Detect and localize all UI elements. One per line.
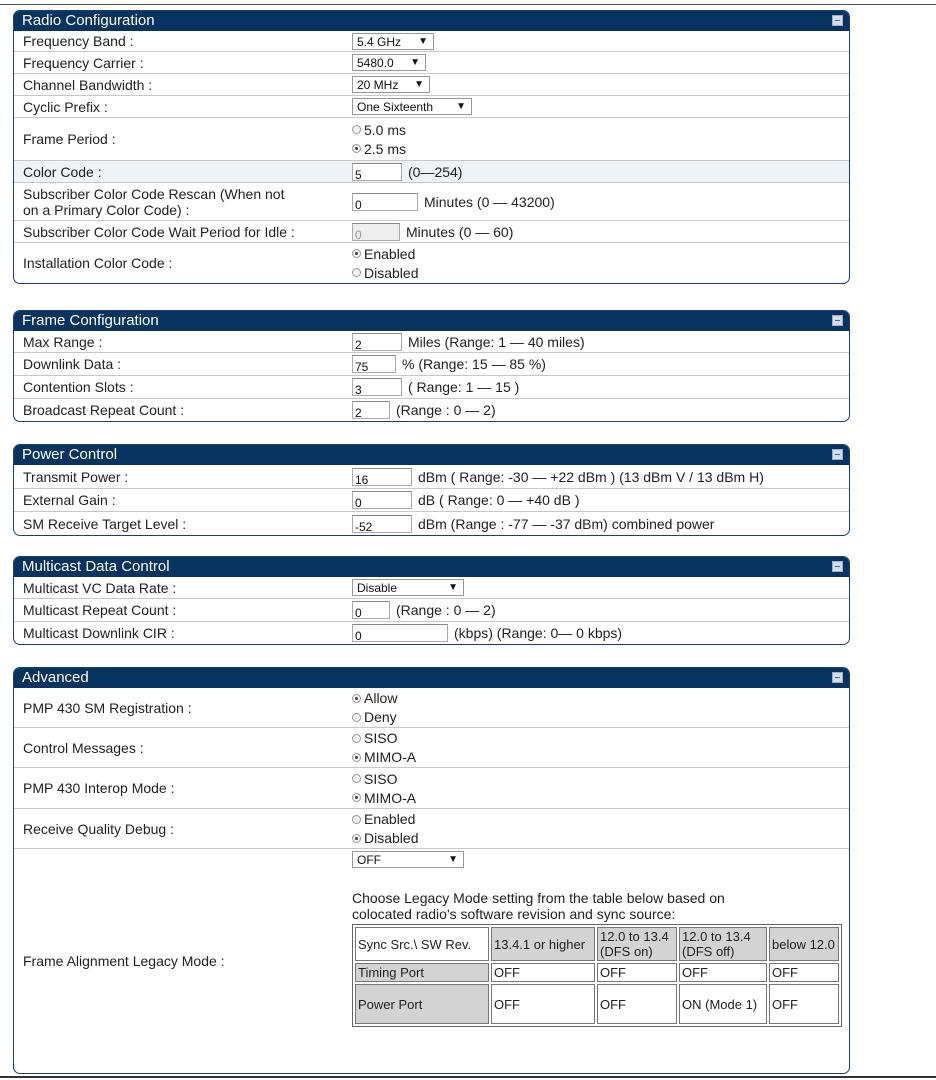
sm-receive-target-input[interactable]: -52 xyxy=(352,515,412,533)
chevron-down-icon: ▼ xyxy=(448,854,458,865)
panel-header xyxy=(14,557,849,577)
radio-option-label: Disabled xyxy=(364,830,419,846)
broadcast-repeat-row xyxy=(14,399,849,421)
radio-button-selected-icon xyxy=(352,144,361,153)
table-cell: OFF xyxy=(769,984,839,1024)
table-header-cell: 12.0 to 13.4 (DFS off) xyxy=(679,927,767,961)
color-code-range: (0—254) xyxy=(408,163,463,180)
max-range-range: Miles (Range: 1 — 40 miles) xyxy=(408,333,585,350)
downlink-data-label: Downlink Data : xyxy=(23,356,122,372)
color-code-rescan-input[interactable]: 0 xyxy=(352,193,418,211)
select-value: One Sixteenth xyxy=(357,100,434,114)
multicast-repeat-count-range: (Range : 0 — 2) xyxy=(396,602,496,618)
interop-mode-row xyxy=(14,768,849,809)
control-messages-siso-radio[interactable] xyxy=(352,729,416,748)
radio-button-selected-icon xyxy=(352,834,361,843)
radio-button-icon xyxy=(352,734,361,743)
contention-slots-row xyxy=(14,376,849,399)
sm-receive-target-range: dBm (Range : -77 — -37 dBm) combined power xyxy=(418,515,715,532)
external-gain-row xyxy=(14,489,849,512)
table-header-cell: 13.4.1 or higher xyxy=(491,927,595,961)
color-code-row xyxy=(14,161,849,183)
radio-option-label: MIMO-A xyxy=(364,789,417,806)
radio-button-selected-icon xyxy=(352,793,361,802)
installation-color-code-row xyxy=(14,243,849,283)
panel-header xyxy=(14,668,849,688)
color-code-label: Color Code : xyxy=(23,163,102,180)
frequency-band-row xyxy=(14,31,849,52)
panel-title: Radio Configuration xyxy=(22,12,155,29)
multicast-vc-data-rate-label: Multicast VC Data Rate : xyxy=(23,579,177,596)
table-header-cell: below 12.0 xyxy=(769,927,839,961)
frame-period-label: Frame Period : xyxy=(23,131,116,147)
install-color-code-enabled-radio[interactable] xyxy=(352,244,418,263)
interop-mode-siso-radio[interactable] xyxy=(352,769,416,788)
multicast-repeat-count-input[interactable]: 0 xyxy=(352,601,390,619)
interop-mode-mimo-a-radio[interactable] xyxy=(352,788,416,807)
select-value: Disable xyxy=(357,581,398,595)
legacy-mode-note-line-1: Choose Legacy Mode setting from the table below based on xyxy=(352,890,725,906)
collapse-icon[interactable] xyxy=(832,449,843,460)
radio-button-selected-icon xyxy=(352,694,361,703)
transmit-power-label: Transmit Power : xyxy=(23,468,129,485)
panel-title: Advanced xyxy=(22,669,89,686)
channel-bandwidth-row xyxy=(14,74,849,96)
chevron-down-icon: ▼ xyxy=(456,101,466,112)
radio-option-label: Allow xyxy=(364,690,398,706)
radio-option-label: Disabled xyxy=(364,264,419,281)
contention-slots-label: Contention Slots : xyxy=(23,379,134,395)
downlink-data-input[interactable]: 75 xyxy=(352,355,396,373)
table-row xyxy=(355,963,839,982)
transmit-power-row xyxy=(14,465,849,489)
frequency-carrier-select[interactable] xyxy=(352,54,426,71)
downlink-data-range: % (Range: 15 — 85 %) xyxy=(402,356,546,372)
table-row xyxy=(355,984,839,1024)
color-code-input[interactable]: 5 xyxy=(352,163,402,181)
radio-button-icon xyxy=(352,774,361,783)
sm-receive-target-row xyxy=(14,512,849,535)
panel-title: Multicast Data Control xyxy=(22,558,170,575)
multicast-repeat-count-label: Multicast Repeat Count : xyxy=(23,602,177,618)
table-cell: OFF xyxy=(491,984,595,1024)
sm-registration-row xyxy=(14,688,849,728)
table-header-row xyxy=(355,927,839,961)
transmit-power-input[interactable]: 16 xyxy=(352,468,412,486)
table-cell: Power Port xyxy=(355,984,489,1024)
color-code-rescan-row xyxy=(14,183,849,221)
top-divider xyxy=(0,4,936,5)
panel-header xyxy=(14,11,849,31)
panel-header xyxy=(14,445,849,465)
chevron-down-icon: ▼ xyxy=(414,79,424,90)
sm-registration-allow-radio[interactable] xyxy=(352,689,397,708)
radio-button-selected-icon xyxy=(352,249,361,258)
table-cell: OFF xyxy=(769,963,839,982)
radio-button-icon xyxy=(352,125,361,134)
panel-header xyxy=(14,311,849,331)
advanced-panel xyxy=(13,667,850,1074)
receive-quality-debug-label: Receive Quality Debug : xyxy=(23,820,174,837)
collapse-icon[interactable] xyxy=(832,561,843,572)
radio-option-label: SISO xyxy=(364,730,398,746)
wait-period-range: Minutes (0 — 60) xyxy=(406,223,514,240)
wait-period-label: Subscriber Color Code Wait Period for Idle : xyxy=(23,223,295,240)
broadcast-repeat-label: Broadcast Repeat Count : xyxy=(23,402,185,418)
legacy-mode-label: Frame Alignment Legacy Mode : xyxy=(23,953,225,969)
radio-button-icon xyxy=(352,713,361,722)
installation-color-code-label: Installation Color Code : xyxy=(23,255,173,271)
radio-button-icon xyxy=(352,815,361,824)
install-color-code-disabled-radio[interactable] xyxy=(352,263,418,282)
radio-option-label: Deny xyxy=(364,709,397,725)
collapse-icon[interactable] xyxy=(832,672,843,683)
contention-slots-input[interactable]: 3 xyxy=(352,378,402,396)
radio-option-label: Enabled xyxy=(364,811,416,827)
interop-mode-label: PMP 430 Interop Mode : xyxy=(23,780,175,796)
chevron-down-icon: ▼ xyxy=(448,582,458,593)
channel-bandwidth-label: Channel Bandwidth : xyxy=(23,76,153,93)
legacy-mode-row xyxy=(14,849,849,1073)
frame-period-2-5ms-radio[interactable] xyxy=(352,139,406,158)
multicast-vc-data-rate-row xyxy=(14,577,849,599)
legacy-mode-note-line-2: colocated radio's software revision and sync source: xyxy=(352,906,676,922)
table-cell: ON (Mode 1) xyxy=(679,984,767,1024)
frame-period-row xyxy=(14,118,849,161)
multicast-downlink-cir-input[interactable]: 0 xyxy=(352,624,448,642)
receive-quality-debug-row xyxy=(14,809,849,849)
rq-debug-enabled-radio[interactable] xyxy=(352,810,418,829)
max-range-row xyxy=(14,331,849,353)
radio-button-icon xyxy=(352,268,361,277)
frame-configuration-panel xyxy=(13,310,850,422)
max-range-label: Max Range : xyxy=(23,333,103,350)
table-cell: Timing Port xyxy=(355,963,489,982)
max-range-input[interactable]: 2 xyxy=(352,333,402,351)
radio-button-selected-icon xyxy=(352,753,361,762)
multicast-downlink-cir-label: Multicast Downlink CIR : xyxy=(23,625,175,641)
table-header-cell: Sync Src.\ SW Rev. xyxy=(355,927,489,961)
select-value: OFF xyxy=(357,853,381,867)
control-messages-row xyxy=(14,728,849,768)
frequency-carrier-row xyxy=(14,52,849,74)
sm-registration-label: PMP 430 SM Registration : xyxy=(23,699,192,716)
frequency-band-select[interactable] xyxy=(352,33,434,50)
cyclic-prefix-select[interactable] xyxy=(352,98,472,115)
cyclic-prefix-row xyxy=(14,96,849,118)
rq-debug-disabled-radio[interactable] xyxy=(352,829,418,848)
control-messages-mimo-a-radio[interactable] xyxy=(352,748,416,767)
contention-slots-range: ( Range: 1 — 15 ) xyxy=(408,379,520,395)
frequency-carrier-label: Frequency Carrier : xyxy=(23,54,144,71)
table-header-cell: 12.0 to 13.4 (DFS on) xyxy=(597,927,677,961)
legacy-mode-select[interactable] xyxy=(352,851,464,868)
table-cell: OFF xyxy=(679,963,767,982)
label-line: on a Primary Color Code) : xyxy=(23,201,190,218)
collapse-icon[interactable] xyxy=(832,315,843,326)
external-gain-range: dB ( Range: 0 — +40 dB ) xyxy=(418,492,580,508)
transmit-power-range: dBm ( Range: -30 — +22 dBm ) (13 dBm V / 13 dBm H) xyxy=(418,468,764,485)
legacy-mode-table xyxy=(352,924,842,1027)
multicast-repeat-count-row xyxy=(14,599,849,622)
multicast-vc-data-rate-select[interactable] xyxy=(352,579,464,596)
bottom-divider xyxy=(0,1076,936,1078)
radio-option-label: 5.0 ms xyxy=(364,121,407,138)
chevron-down-icon: ▼ xyxy=(418,35,428,47)
external-gain-input[interactable]: 0 xyxy=(352,491,412,509)
select-value: 5480.0 xyxy=(357,56,394,70)
panel-title: Frame Configuration xyxy=(22,312,159,329)
multicast-data-control-panel xyxy=(13,556,850,645)
external-gain-label: External Gain : xyxy=(23,492,116,508)
radio-option-label: Enabled xyxy=(364,245,416,262)
color-code-rescan-label xyxy=(14,186,336,218)
broadcast-repeat-input[interactable]: 2 xyxy=(352,401,390,419)
multicast-downlink-cir-row xyxy=(14,622,849,644)
sm-registration-deny-radio[interactable] xyxy=(352,708,397,727)
color-code-rescan-range: Minutes (0 — 43200) xyxy=(424,193,555,210)
frame-period-5ms-radio[interactable] xyxy=(352,120,406,139)
control-messages-label: Control Messages : xyxy=(23,739,144,756)
select-value: 5.4 GHz xyxy=(357,34,402,49)
select-value: 20 MHz xyxy=(357,78,399,92)
power-control-panel xyxy=(13,444,850,536)
table-cell: OFF xyxy=(597,984,677,1024)
radio-option-label: 2.5 ms xyxy=(364,140,407,157)
radio-option-label: MIMO-A xyxy=(364,749,417,765)
radio-configuration-panel xyxy=(13,10,850,284)
collapse-icon[interactable] xyxy=(832,15,843,26)
panel-title: Power Control xyxy=(22,446,118,463)
cyclic-prefix-label: Cyclic Prefix : xyxy=(23,98,108,115)
label-line: Subscriber Color Code Rescan (When not xyxy=(23,185,285,202)
wait-period-input[interactable]: 0 xyxy=(352,223,400,241)
table-cell: OFF xyxy=(597,963,677,982)
radio-option-label: SISO xyxy=(364,770,398,787)
channel-bandwidth-select[interactable] xyxy=(352,76,430,93)
downlink-data-row xyxy=(14,353,849,376)
table-cell: OFF xyxy=(491,963,595,982)
multicast-downlink-cir-range: (kbps) (Range: 0— 0 kbps) xyxy=(454,625,623,641)
wait-period-row xyxy=(14,221,849,243)
sm-receive-target-label: SM Receive Target Level : xyxy=(23,515,187,532)
chevron-down-icon: ▼ xyxy=(410,57,420,68)
broadcast-repeat-range: (Range : 0 — 2) xyxy=(396,402,496,418)
frequency-band-label: Frequency Band : xyxy=(23,33,134,49)
